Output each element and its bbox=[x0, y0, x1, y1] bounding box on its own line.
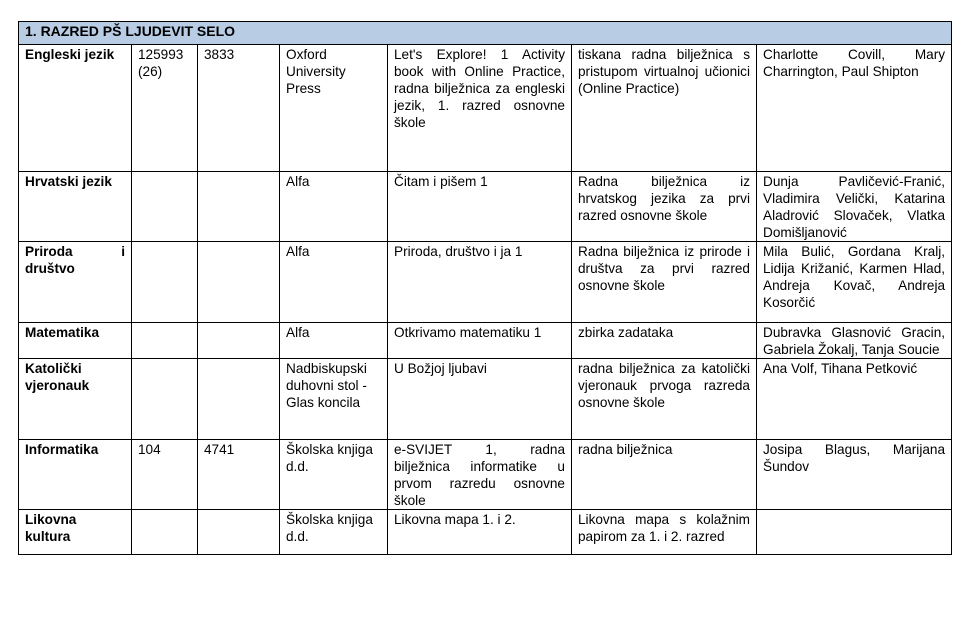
material-type-cell: tiskana radna bilježnica s pristupom virtualnoj učionici (Online Practice) bbox=[572, 45, 757, 172]
registration-number-cell bbox=[132, 510, 198, 555]
subject-cell: Likovna kultura bbox=[19, 510, 132, 555]
authors-cell: Dunja Pavličević-Franić, Vladimira Velički, Katarina Aladrović Slovaček, Vlatka Domišljanović bbox=[757, 172, 952, 242]
table-row bbox=[19, 172, 952, 242]
table-row bbox=[19, 242, 952, 323]
book-title-cell: Otkrivamo matematiku 1 bbox=[388, 323, 572, 359]
registration-number-cell: 125993 (26) bbox=[132, 45, 198, 172]
subject-cell: Informatika bbox=[19, 440, 132, 510]
catalog-number-cell: 4741 bbox=[198, 440, 280, 510]
catalog-number-cell bbox=[198, 510, 280, 555]
table-row bbox=[19, 440, 952, 510]
catalog-number-cell bbox=[198, 242, 280, 323]
publisher-cell: Alfa bbox=[280, 172, 388, 242]
subject-cell: Katolički vjeronauk bbox=[19, 359, 132, 440]
registration-number-cell bbox=[132, 172, 198, 242]
book-title-cell: Priroda, društvo i ja 1 bbox=[388, 242, 572, 323]
table-row bbox=[19, 323, 952, 359]
table-row bbox=[19, 45, 952, 172]
table-row bbox=[19, 510, 952, 555]
publisher-cell: Školska knjiga d.d. bbox=[280, 510, 388, 555]
publisher-cell: Alfa bbox=[280, 242, 388, 323]
publisher-cell: Alfa bbox=[280, 323, 388, 359]
publisher-cell: Školska knjiga d.d. bbox=[280, 440, 388, 510]
subject-cell: Priroda i društvo bbox=[19, 242, 132, 323]
table-row bbox=[19, 359, 952, 440]
authors-cell: Ana Volf, Tihana Petković bbox=[757, 359, 952, 440]
catalog-number-cell: 3833 bbox=[198, 45, 280, 172]
material-type-cell: radna bilježnica za katolički vjeronauk prvoga razreda osnovne škole bbox=[572, 359, 757, 440]
table-title: 1. RAZRED PŠ LJUDEVIT SELO bbox=[19, 22, 952, 45]
book-title-cell: U Božjoj ljubavi bbox=[388, 359, 572, 440]
material-type-cell: Radna bilježnica iz hrvatskog jezika za prvi razred osnovne škole bbox=[572, 172, 757, 242]
subject-cell: Matematika bbox=[19, 323, 132, 359]
authors-cell: Josipa Blagus, Marijana Šundov bbox=[757, 440, 952, 510]
registration-number-cell bbox=[132, 323, 198, 359]
book-title-cell: e-SVIJET 1, radna bilježnica informatike u prvom razredu osnovne škole bbox=[388, 440, 572, 510]
book-title-cell: Čitam i pišem 1 bbox=[388, 172, 572, 242]
material-type-cell: Likovna mapa s kolažnim papirom za 1. i 2. razred bbox=[572, 510, 757, 555]
publisher-cell: Nadbiskupski duhovni stol - Glas koncila bbox=[280, 359, 388, 440]
registration-number-cell bbox=[132, 242, 198, 323]
authors-cell: Dubravka Glasnović Gracin, Gabriela Žokalj, Tanja Soucie bbox=[757, 323, 952, 359]
material-type-cell: Radna bilježnica iz prirode i društva za prvi razred osnovne škole bbox=[572, 242, 757, 323]
table-title-row bbox=[19, 22, 952, 45]
catalog-number-cell bbox=[198, 359, 280, 440]
book-title-cell: Let's Explore! 1 Activity book with Online Practice, radna bilježnica za engleski jezik, 1. razred osnovne škole bbox=[388, 45, 572, 172]
authors-cell: Charlotte Covill, Mary Charrington, Paul Shipton bbox=[757, 45, 952, 172]
publisher-cell: Oxford University Press bbox=[280, 45, 388, 172]
material-type-cell: radna bilježnica bbox=[572, 440, 757, 510]
authors-cell bbox=[757, 510, 952, 555]
material-type-cell: zbirka zadataka bbox=[572, 323, 757, 359]
registration-number-cell bbox=[132, 359, 198, 440]
subject-cell: Engleski jezik bbox=[19, 45, 132, 172]
catalog-number-cell bbox=[198, 172, 280, 242]
registration-number-cell: 104 bbox=[132, 440, 198, 510]
book-title-cell: Likovna mapa 1. i 2. bbox=[388, 510, 572, 555]
authors-cell: Mila Bulić, Gordana Kralj, Lidija Križanić, Karmen Hlad, Andreja Kovač, Andreja Kosorčić bbox=[757, 242, 952, 323]
textbook-table bbox=[18, 21, 952, 555]
subject-cell: Hrvatski jezik bbox=[19, 172, 132, 242]
catalog-number-cell bbox=[198, 323, 280, 359]
